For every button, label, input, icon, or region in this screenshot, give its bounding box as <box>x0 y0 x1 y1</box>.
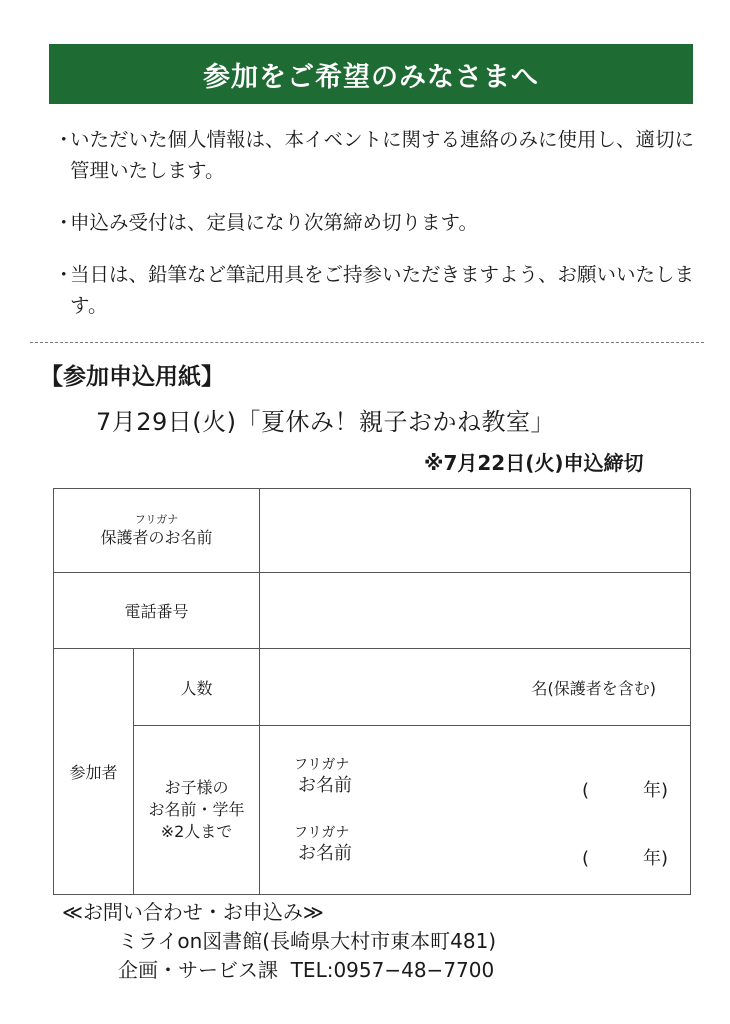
child-name-label: お名前 <box>298 775 353 796</box>
guardian-row <box>54 489 691 573</box>
count-suffix: 名(保護者を含む) <box>531 678 657 698</box>
phone-field[interactable] <box>260 573 691 649</box>
note-bullet: ・ <box>54 263 74 286</box>
child-furigana-label: フリガナ <box>294 825 350 841</box>
phone-row <box>54 573 691 649</box>
child-furigana-label: フリガナ <box>294 757 350 773</box>
guardian-name-field[interactable] <box>260 489 691 573</box>
children-label-line: ※2人まで <box>160 822 233 841</box>
guardian-name-label: 保護者のお名前 <box>100 527 213 547</box>
contact-department: 企画・サービス課 <box>118 958 278 982</box>
application-form-table <box>53 488 691 895</box>
contact-tel: TEL:0957−48−7700 <box>290 958 495 982</box>
children-label-line: お子様の <box>164 778 229 797</box>
note-bullet: ・ <box>54 211 74 234</box>
participants-label: 参加者 <box>54 649 134 895</box>
count-row <box>54 649 691 726</box>
child-name-label: お名前 <box>298 843 353 864</box>
note-bullet: ・ <box>54 128 74 151</box>
form-title: 【参加申込用紙】 <box>40 364 224 390</box>
child-grade-label: ( 年) <box>581 848 669 869</box>
children-field[interactable] <box>260 726 691 895</box>
guardian-label-cell <box>54 489 260 573</box>
contact-phone-line <box>118 956 496 985</box>
guardian-furigana-label: フリガナ <box>134 512 179 526</box>
contact-block <box>62 898 496 985</box>
child-entry-1[interactable] <box>294 756 669 801</box>
count-label: 人数 <box>134 649 260 726</box>
contact-heading: ≪お問い合わせ・お申込み≫ <box>62 900 324 924</box>
note-item <box>54 207 694 238</box>
child-entry-2[interactable] <box>294 824 669 869</box>
note-text: 当日は、鉛筆など筆記用具をご持参いただきますよう、お願いいたします。 <box>70 263 695 317</box>
note-item <box>54 124 694 186</box>
cut-line-divider <box>30 342 704 343</box>
phone-label: 電話番号 <box>54 573 260 649</box>
child-grade-label: ( 年) <box>581 780 669 801</box>
count-field[interactable] <box>260 649 691 726</box>
children-row <box>54 726 691 895</box>
children-label-cell <box>134 726 260 895</box>
note-text: 申込み受付は、定員になり次第締め切ります。 <box>70 211 478 234</box>
notes-list <box>54 124 694 342</box>
children-label-line: お名前・学年 <box>148 800 245 819</box>
note-item <box>54 259 694 321</box>
deadline-notice: ※7月22日(火)申込締切 <box>424 451 644 475</box>
note-text: いただいた個人情報は、本イベントに関する連絡のみに使用し、適切に管理いたします。 <box>70 128 695 182</box>
contact-library: ミライon図書館(長崎県大村市東本町481) <box>118 929 497 953</box>
banner-title: 参加をご希望のみなさまへ <box>49 44 693 104</box>
event-title: 7月29日(火)「夏休み！親子おかね教室」 <box>96 408 556 436</box>
